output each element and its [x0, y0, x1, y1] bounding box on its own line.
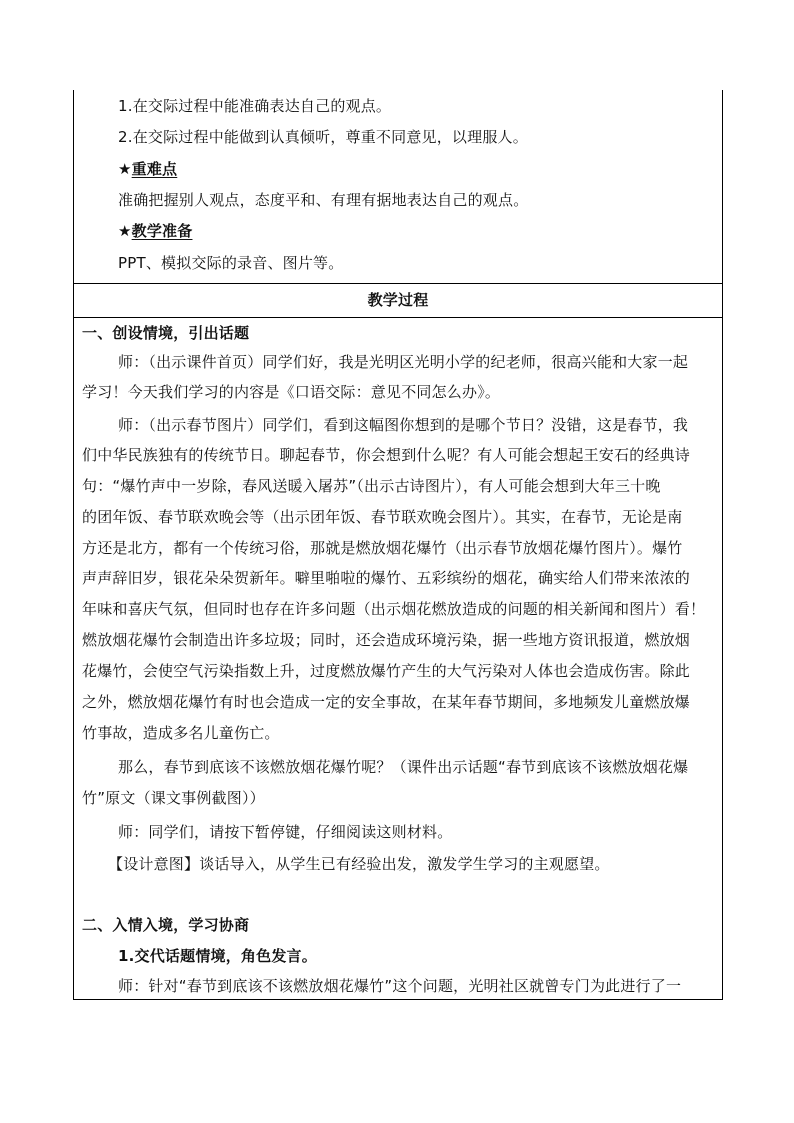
objective-item: 1.在交际过程中能准确表达自己的观点。: [118, 97, 392, 115]
design-intent: 【设计意图】谈话导入，从学生已有经验出发，激发学生学习的主观愿望。: [108, 855, 610, 873]
section1-title: 一、创设情境，引出话题: [82, 324, 250, 342]
body-line: 学习！今天我们学习的内容是《口语交际：意见不同怎么办》。: [82, 383, 501, 401]
body-line: 燃放烟花爆竹会制造出许多垃圾；同时，还会造成环境污染，据一些地方资讯报道，燃放烟: [82, 631, 691, 649]
star-icon: ★: [118, 222, 132, 240]
body-line: 方还是北方，都有一个传统习俗，那就是燃放烟花爆竹（出示春节放烟花爆竹图片）。爆竹: [82, 539, 683, 557]
objective-item: 2.在交际过程中能做到认真倾听，尊重不同意见，以理服人。: [118, 128, 528, 146]
body-line: 之外，燃放烟花爆竹有时也会造成一定的安全事故，在某年春节期间，多地频发儿童燃放爆: [82, 693, 691, 711]
body-line: 花爆竹，会使空气污染指数上升，过度燃放爆竹产生的大气污染对人体也会造成伤害。除此: [82, 662, 691, 680]
body-line: 那么，春节到底该不该燃放烟花爆竹呢？（课件出示话题“春节到底该不该燃放烟花爆: [118, 758, 689, 776]
body-line: 们中华民族独有的传统节日。聊起春节，你会想到什么呢？有人可能会想起王安石的经典诗: [82, 446, 691, 464]
body-line: 师：同学们，请按下暂停键，仔细阅读这则材料。: [118, 823, 453, 841]
process-title: 教学过程: [367, 291, 429, 309]
star-icon: ★: [118, 160, 132, 178]
section2-title: 二、入情入境，学习协商: [82, 916, 250, 934]
body-line: 句：“爆竹声中一岁除，春风送暖入屠苏”（出示古诗图片），有人可能会想到大年三十晚: [82, 477, 661, 495]
body-line: 师：（出示课件首页）同学们好，我是光明区光明小学的纪老师，很高兴能和大家一起: [118, 353, 689, 371]
key-points-heading: ★重难点: [118, 160, 178, 178]
body-line: 年味和喜庆气氛，但同时也存在许多问题（出示烟花燃放造成的问题的相关新闻和图片）看！: [82, 600, 706, 618]
section2-subtitle: 1.交代话题情境，角色发言。: [118, 947, 317, 965]
key-points-text: 准确把握别人观点，态度平和、有理有据地表达自己的观点。: [118, 191, 529, 209]
body-line: 师：针对“春节到底该不该燃放烟花爆竹”这个问题，光明社区就曾专门为此进行了一: [118, 977, 682, 995]
body-line: 声声辞旧岁，银花朵朵贺新年。噼里啪啦的爆竹、五彩缤纷的烟花，确实给人们带来浓浓的: [82, 569, 691, 587]
divider: [74, 283, 722, 284]
preparation-heading: ★教学准备: [118, 222, 193, 240]
preparation-text: PPT、模拟交际的录音、图片等。: [118, 254, 344, 272]
divider: [74, 317, 722, 318]
body-line: 师：（出示春节图片）同学们，看到这幅图你想到的是哪个节日？没错，这是春节，我: [118, 416, 689, 434]
body-line: 竹事故，造成多名儿童伤亡。: [82, 724, 280, 742]
lesson-plan-table: [73, 90, 723, 1000]
objectives-cell: [74, 90, 722, 283]
body-line: 竹”原文（课文事例截图））: [82, 789, 265, 807]
body-line: 的团年饭、春节联欢晚会等（出示团年饭、春节联欢晚会图片）。其实，在春节，无论是南: [82, 508, 683, 526]
